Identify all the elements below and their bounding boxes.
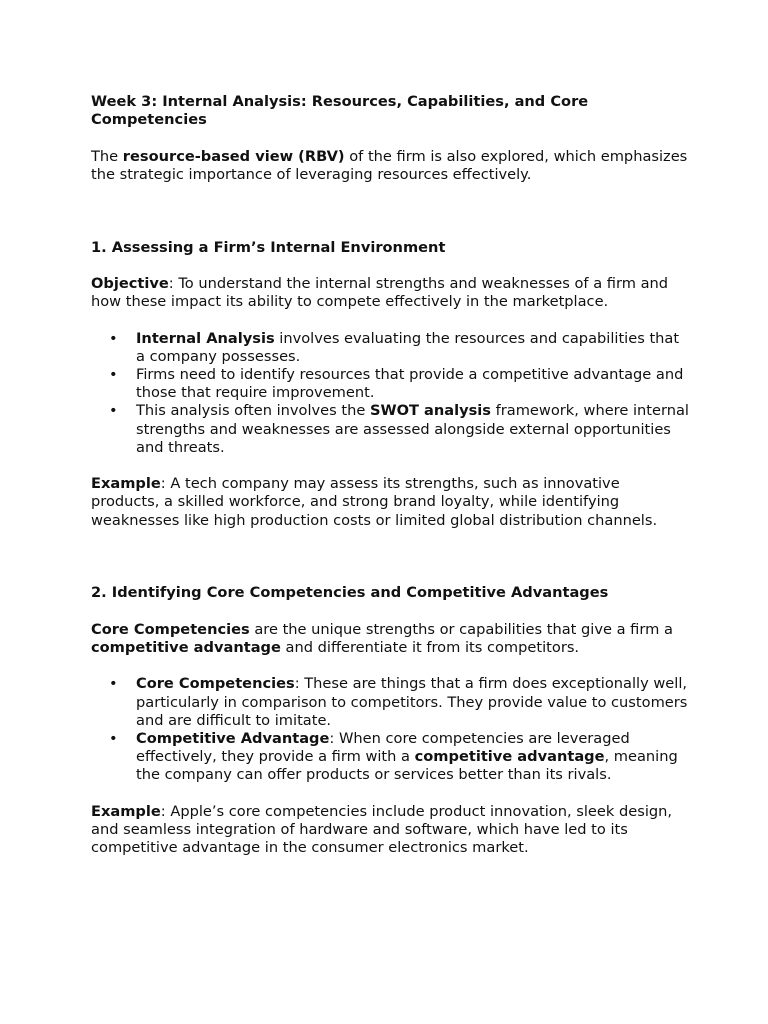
core-competencies-term: Core Competencies (91, 620, 250, 638)
section-1-heading: 1. Assessing a Firm’s Internal Environment (91, 238, 446, 256)
internal-analysis-term: Internal Analysis (136, 329, 275, 347)
section-2-bullet-list (91, 675, 691, 784)
competitive-advantage-term: competitive advantage (414, 748, 605, 766)
competitive-advantage-term: competitive advantage (91, 638, 281, 656)
bullet-text: This analysis often involves the (136, 402, 370, 420)
document-title: Week 3: Internal Analysis: Resources, Capabilities, and Core Competencies (91, 93, 589, 129)
spacer (91, 457, 691, 475)
intro-text: are the unique strengths or capabilities that give a firm a (249, 620, 673, 638)
core-competencies-term: Core Competencies (136, 675, 295, 693)
example-label: Example (91, 475, 161, 493)
section-1-example (91, 475, 691, 530)
list-item (91, 366, 691, 402)
bullet-glyph: • (109, 365, 118, 383)
intro-text: and differentiate it from its competitors. (280, 638, 580, 656)
section-1-bullet-list (91, 330, 691, 457)
section-1-objective (91, 275, 691, 311)
bullet-text: : When core competencies are leveraged effectively, they provide a firm with a (136, 729, 630, 766)
spacer (91, 603, 691, 621)
document-page (91, 93, 691, 857)
spacer (91, 311, 691, 329)
bullet-text: Firms need to identify resources that provide a competitive advantage and those that require improvement. (136, 365, 684, 402)
swot-term: SWOT analysis (369, 402, 491, 420)
bullet-glyph: • (109, 329, 118, 347)
objective-text: : To understand the internal strengths and weaknesses of a firm and how these impact its ability to compete effectively in the marketplace. (91, 274, 669, 311)
section-2-heading: 2. Identifying Core Competencies and Competitive Advantages (91, 584, 609, 602)
list-item (91, 675, 691, 730)
bullet-text: involves evaluating the resources and capabilities that a company possesses. (136, 329, 680, 365)
bullet-text: : These are things that a firm does exceptionally well, particularly in comparison to competitors. They provide value to customers and are difficult to imitate. (136, 675, 688, 729)
bullet-text: framework, where internal strengths and weaknesses are assessed alongside external opportunities and threats. (136, 402, 689, 456)
objective-label: Objective (91, 274, 169, 292)
spacer (91, 257, 691, 275)
list-item (91, 730, 691, 785)
intro-paragraph (91, 148, 691, 184)
bullet-glyph: • (109, 402, 118, 420)
spacer (91, 657, 691, 675)
competitive-advantage-term: Competitive Advantage (136, 729, 330, 747)
example-text: : A tech company may assess its strengths, such as innovative products, a skilled workforce, and strong brand loyalty, while identifying weaknesses like high production costs or limited global distribution channels. (91, 475, 658, 529)
section-2-intro (91, 621, 691, 657)
list-item (91, 330, 691, 366)
spacer (91, 184, 691, 239)
bullet-glyph: • (109, 675, 118, 693)
section-2-example (91, 803, 691, 858)
example-text: : Apple’s core competencies include product innovation, sleek design, and seamless integration of hardware and software, which have led to its competitive advantage in the consumer electronics market. (91, 802, 673, 857)
spacer (91, 129, 691, 147)
spacer (91, 530, 691, 585)
bullet-text: , meaning the company can offer products or services better than its rivals. (136, 748, 678, 784)
spacer (91, 785, 691, 803)
bullet-glyph: • (109, 729, 118, 747)
intro-suffix: of the firm is also explored, which emphasizes the strategic importance of leveraging resources effectively. (91, 147, 688, 183)
intro-prefix: The (91, 147, 123, 165)
intro-rbv-term: resource-based view (RBV) (122, 147, 345, 165)
list-item (91, 402, 691, 457)
example-label: Example (91, 802, 161, 820)
